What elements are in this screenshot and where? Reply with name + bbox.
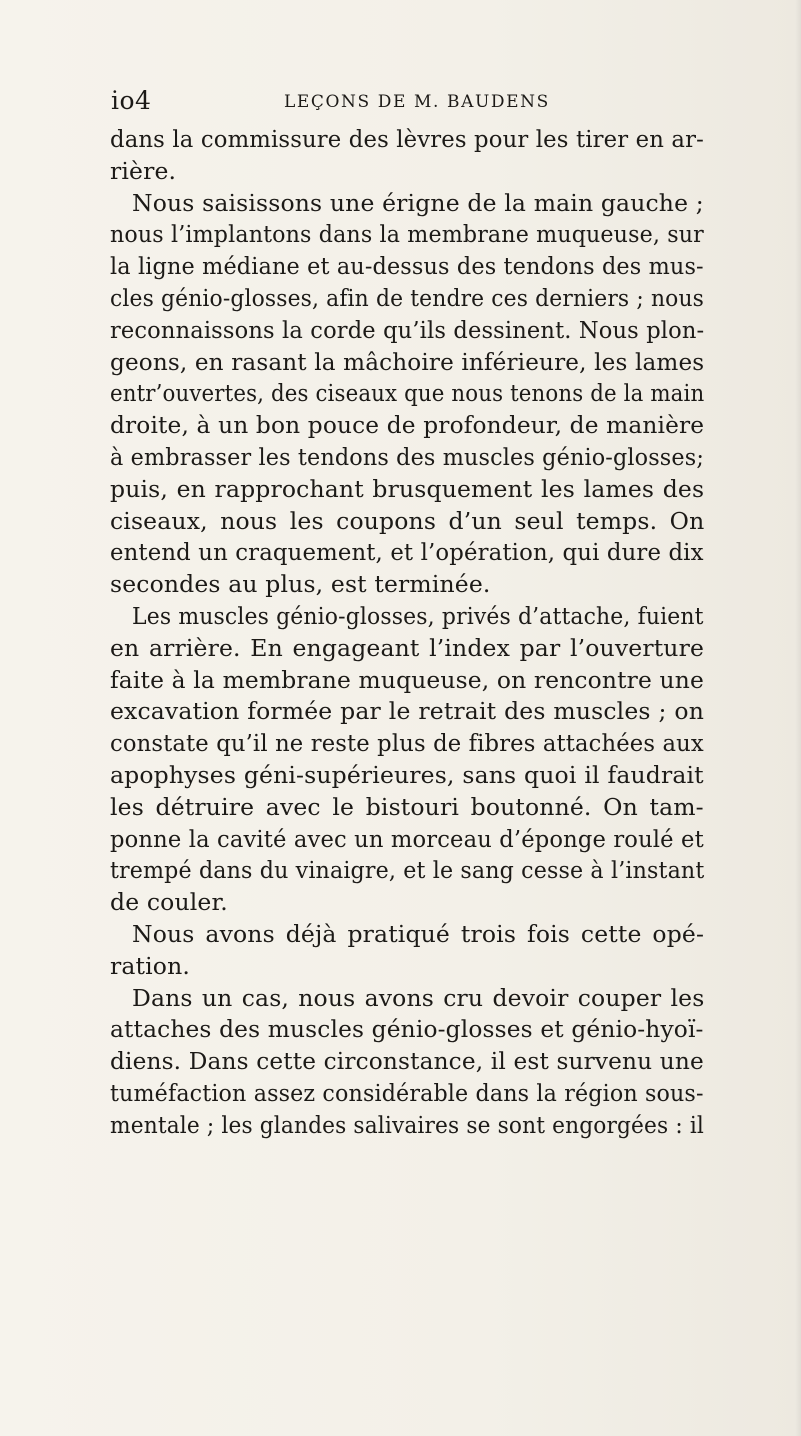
text-line: en arrière. En engageant l’index par l’ouverture xyxy=(110,633,705,662)
text-line: geons, en rasant la mâchoire inférieure, les lames xyxy=(110,347,705,376)
text-line: entend un craquement, et l’opération, qui dure dix xyxy=(110,538,704,567)
text-line: à embrasser les tendons des muscles génio-glosses; xyxy=(110,443,704,471)
text-line: excavation formée par le retrait des muscles ; on xyxy=(110,697,704,726)
text-line: constate qu’il ne reste plus de fibres attachées aux xyxy=(110,729,704,758)
text-line: la ligne médiane et au-dessus des tendons des mus- xyxy=(110,252,704,281)
text-line: ration. xyxy=(110,951,191,980)
text-line: apophyses géni-supérieures, sans quoi il faudrait xyxy=(110,761,704,789)
page-header xyxy=(110,86,700,118)
text-line: Dans un cas, nous avons cru devoir couper les xyxy=(132,983,705,1012)
text-line: tuméfaction assez considérable dans la région sous- xyxy=(110,1079,704,1107)
text-line: cles génio-glosses, afin de tendre ces derniers ; nous xyxy=(110,284,705,312)
body-text xyxy=(110,120,704,1140)
text-line: ponne la cavité avec un morceau d’éponge roulé et xyxy=(110,824,704,853)
text-line: les détruire avec le bistouri boutonné. On tam- xyxy=(110,792,704,821)
page-edge-shadow xyxy=(795,0,801,1436)
running-head: LEÇONS DE M. BAUDENS xyxy=(284,92,550,112)
text-line: mentale ; les glandes salivaires se sont engorgées : il xyxy=(110,1110,705,1139)
text-line: trempé dans du vinaigre, et le sang cesse à l’instant xyxy=(110,856,705,885)
text-line: Les muscles génio-glosses, privés d’attache, fuient xyxy=(132,602,704,630)
text-line: secondes au plus, est terminée. xyxy=(110,570,491,599)
text-line: Nous saisissons une érigne de la main gauche ; xyxy=(132,188,704,217)
text-line: droite, à un bon pouce de profondeur, de manière xyxy=(110,411,705,440)
text-line: attaches des muscles génio-glosses et génio-hyoï- xyxy=(110,1015,704,1044)
text-line: diens. Dans cette circonstance, il est survenu une xyxy=(110,1047,704,1076)
page-number: io4 xyxy=(111,86,152,115)
text-line: Nous avons déjà pratiqué trois fois cette opé- xyxy=(132,920,705,948)
text-line: dans la commissure des lèvres pour les tirer en ar- xyxy=(110,125,704,153)
text-line: reconnaissons la corde qu’ils dessinent. Nous plon- xyxy=(110,315,705,344)
text-line: faite à la membrane muqueuse, on rencontre une xyxy=(110,665,704,694)
text-line: ciseaux, nous les coupons d’un seul temps. On xyxy=(110,506,705,535)
text-line: de couler. xyxy=(110,888,228,917)
text-line: rière. xyxy=(110,156,177,185)
text-line: puis, en rapprochant brusquement les lames des xyxy=(110,474,705,503)
text-line: entr’ouvertes, des ciseaux que nous tenons de la main xyxy=(110,379,705,408)
text-line: nous l’implantons dans la membrane muqueuse, sur xyxy=(110,220,704,249)
